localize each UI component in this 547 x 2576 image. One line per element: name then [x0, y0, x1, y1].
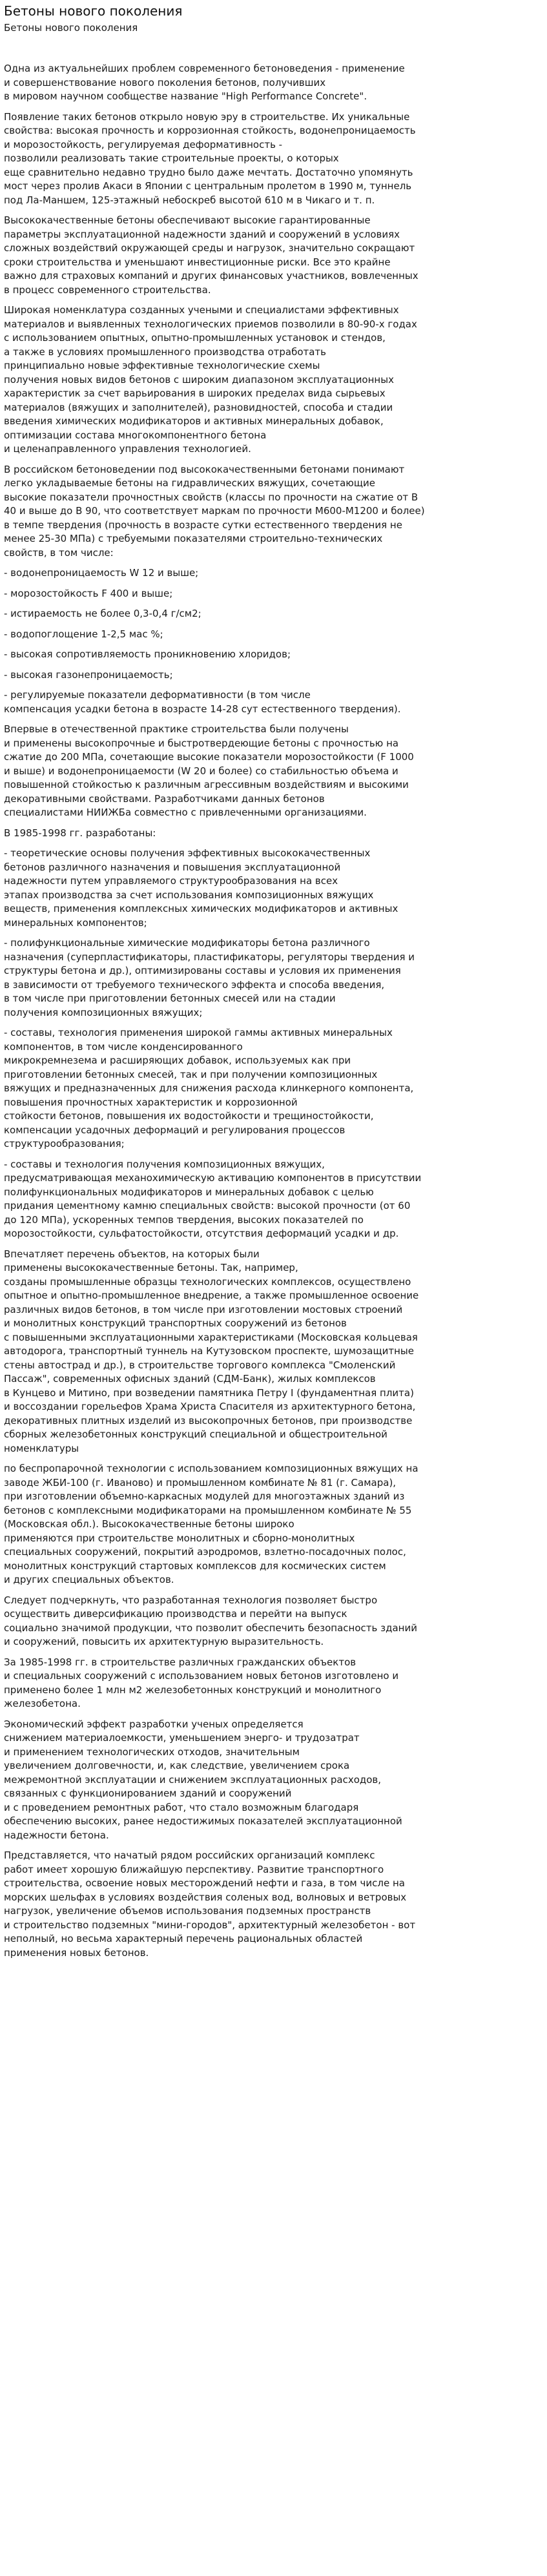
- article-paragraph: - высокая газонепроницаемость;: [4, 668, 173, 681]
- article-body: [4, 62, 538, 1960]
- article-paragraph: - высокая сопротивляемость проникновению хлоридов;: [4, 648, 291, 660]
- article-paragraph: - регулируемые показатели деформативности (в том числе компенсация усадки бетона в возрасте 14-28 сут естественного твердения).: [4, 689, 401, 715]
- article-paragraph: - полифункциональные химические модификаторы бетона различного назначения (суперпластификаторы, пластификаторы, регуляторы твердения и структуры бетона и др.), оптимизированы составы и условия их применения в зависимости от требуемого технического эффекта и способа введения, в том числе при приготовлении бетонных смесей или на стадии получения композиционных вяжущих;: [4, 937, 415, 1018]
- article-paragraph: Впервые в отечественной практике строительства были получены и применены высокопрочные и быстротвердеющие бетоны с прочностью на сжатие до 200 МПа, сочетающие высокие показатели морозостойкости (F 1000 и выше) и водонепроницаемости (W 20 и более) со стабильностью объема и повышенной стойкостью к различным агрессивным воздействиям и высокими декоративными свойствами. Разработчиками данных бетонов специалистами НИИЖБа совместно с привлеченными организациями.: [4, 723, 414, 818]
- article-paragraph: - истираемость не более 0,3-0,4 г/см2;: [4, 608, 201, 619]
- article-paragraph: В 1985-1998 гг. разработаны:: [4, 827, 156, 839]
- article-paragraph: Представляется, что начатый рядом российских организаций комплекс работ имеет хорошую ближайшую перспективу. Развитие транспортного строительства, освоение новых месторождений нефти и газа, в том числе на морских шельфах в условиях воздействия соленых вод, волновых и ветровых нагрузок, увеличение объемов использования подземных пространств и строительство подземных "мини-городов", архитектурный железобетон - вот неполный, но весьма характерный перечень рациональных областей применения новых бетонов.: [4, 1850, 416, 1959]
- article-paragraph: В российском бетоноведении под высококачественными бетонами понимают легко укладываемые бетоны на гидравлических вяжущих, сочетающие высокие показатели прочностных свойств (классы по прочности на сжатие от В 40 и выше до В 90, что соответствует маркам по прочности М600-М1200 и более) в темпе твердения (прочность в возрасте сутки естественного твердения не менее 25-30 МПа) с требуемыми показателями строительно-технических свойств, в том числе:: [4, 463, 425, 559]
- article-paragraph: За 1985-1998 гг. в строительстве различных гражданских объектов и специальных сооружений с использованием новых бетонов изготовлено и применено более 1 млн м2 железобетонных конструкций и монолитного железобетона.: [4, 1656, 399, 1709]
- article-title: Бетоны нового поколения: [4, 3, 183, 19]
- article-paragraph: по беспропарочной технологии с использованием композиционных вяжущих на заводе ЖБИ-100 (г. Иваново) и промышленном комбинате № 81 (г. Самара), при изготовлении объемно-каркасных модулей для многоэтажных зданий из бетонов с комплексными модификаторами на промышленном комбинате № 55 (Московская обл.). Высококачественные бетоны широко применяются при строительстве монолитных и сборно-монолитных специальных сооружений, покрытий аэродромов, взлетно-посадочных полос, монолитных конструкций стартовых комплексов для космических систем и других специальных объектов.: [4, 1463, 418, 1585]
- article-paragraph: Впечатляет перечень объектов, на которых были применены высококачественные бетоны. Так, например, созданы промышленные образцы технологических комплексов, осуществлено опытное и опытно-промышленное внедрение, а также промышленное освоение различных видов бетонов, в том числе при изготовлении мостовых строений и монолитных конструкций транспортных сооружений из бетонов с повышенными эксплуатационными характеристиками (Московская кольцевая автодорога, транспортный туннель на Кутузовском проспекте, шумозащитные стены автострад и др.), в строительстве торгового комплекса "Смоленский Пассаж", современных офисных зданий (СДМ-Банк), жилых комплексов в Кунцево и Митино, при возведении памятника Петру I (фундаментная плита) и воссоздании горельефов Храма Христа Спасителя из архитектурного бетона, декоративных плитных изделий из высокопрочных бетонов, при производстве сборных железобетонных конструкций специальной и общестроительной номенклатуры: [4, 1248, 419, 1454]
- article-paragraph: - водопоглощение 1-2,5 мас %;: [4, 628, 163, 640]
- article-paragraph: - водонепроницаемость W 12 и выше;: [4, 567, 199, 579]
- article-paragraph: Высококачественные бетоны обеспечивают высокие гарантированные параметры эксплуатационной надежности зданий и сооружений в условиях сложных воздействий окружающей среды и нагрузок, значительно сокращают сроки строительства и уменьшают инвестиционные риски. Все это крайне важно для страховых компаний и других финансовых участников, вовлеченных в процесс современного строительства.: [4, 214, 418, 296]
- article-subtitle: Бетоны нового поколения: [4, 22, 138, 34]
- article-paragraph: Экономический эффект разработки ученых определяется снижением материалоемкости, уменьшением энерго- и трудозатрат и применением технологических отходов, значительным увеличением долговечности, и, как следствие, увеличением срока межремонтной эксплуатации и снижением эксплуатационных расходов, связанных с функционированием зданий и сооружений и с проведением ремонтных работ, что стало возможным благодаря обеспечению высоких, ранее недостижимых показателей эксплуатационной надежности бетона.: [4, 1718, 402, 1841]
- article-paragraph: - теоретические основы получения эффективных высококачественных бетонов различного назначения и повышения эксплуатационной надежности путем управляемого структурообразования на всех этапах производства за счет использования композиционных вяжущих веществ, применения комплексных химических модификаторов и активных минеральных компонентов;: [4, 847, 398, 929]
- article-paragraph: - составы, технология применения широкой гаммы активных минеральных компонентов, в том числе конденсированного микрокремнезема и расширяющих добавок, используемых как при приготовлении бетонных смесей, так и при получении композиционных вяжущих и предназначенных для снижения расхода клинкерного компонента, повышения прочностных характеристик и коррозионной стойкости бетонов, повышения их водостойкости и трещиностойкости, компенсации усадочных деформаций и регулирования процессов структурообразования;: [4, 1027, 414, 1149]
- article-paragraph: Одна из актуальнейших проблем современного бетоноведения - применение и совершенствование нового поколения бетонов, получивших в мировом научном сообществе название "High Performance Concrete".: [4, 63, 405, 102]
- article-paragraph: - морозостойкость F 400 и выше;: [4, 587, 173, 599]
- article-paragraph: Появление таких бетонов открыло новую эру в строительстве. Их уникальные свойства: высокая прочность и коррозионная стойкость, водонепроницаемость и морозостойкость, регулируемая деформативность - позволили реализовать такие строительные проекты, о которых еще сравнительно недавно трудно было даже мечтать. Достаточно упомянуть мост через пролив Акаси в Японии с центральным пролетом в 1990 м, туннель под Ла-Маншем, 125-этажный небоскреб высотой 610 м в Чикаго и т. п.: [4, 110, 416, 206]
- article-paragraph: - составы и технология получения композиционных вяжущих, предусматривающая механохимическую активацию компонентов в присутствии полифункциональных модификаторов и минеральных добавок с целью придания цементному камню специальных свойств: высокой прочности (от 60 до 120 МПа), ускоренных темпов твердения, высоких показателей по морозостойкости, сульфатостойкости, отсутствия деформаций усадки и др.: [4, 1158, 422, 1239]
- article-paragraph: Широкая номенклатура созданных учеными и специалистами эффективных материалов и выявленных технологических приемов позволили в 80-90-х годах с использованием опытных, опытно-промышленных установок и стендов, а также в условиях промышленного производства отработать принципиально новые эффективные технологические схемы получения новых видов бетонов с широким диапазоном эксплуатационных характеристик за счет варьирования в широких пределах вида сырьевых материалов (вяжущих и заполнителей), разновидностей, способа и стадии введения химических модификаторов и активных минеральных добавок, оптимизации состава многокомпонентного бетона и целенаправленного управления технологией.: [4, 304, 417, 455]
- article-paragraph: Следует подчеркнуть, что разработанная технология позволяет быстро осуществить диверсификацию производства и перейти на выпуск социально значимой продукции, что позволит обеспечить безопасность зданий и сооружений, повысить их архитектурную выразительность.: [4, 1594, 417, 1647]
